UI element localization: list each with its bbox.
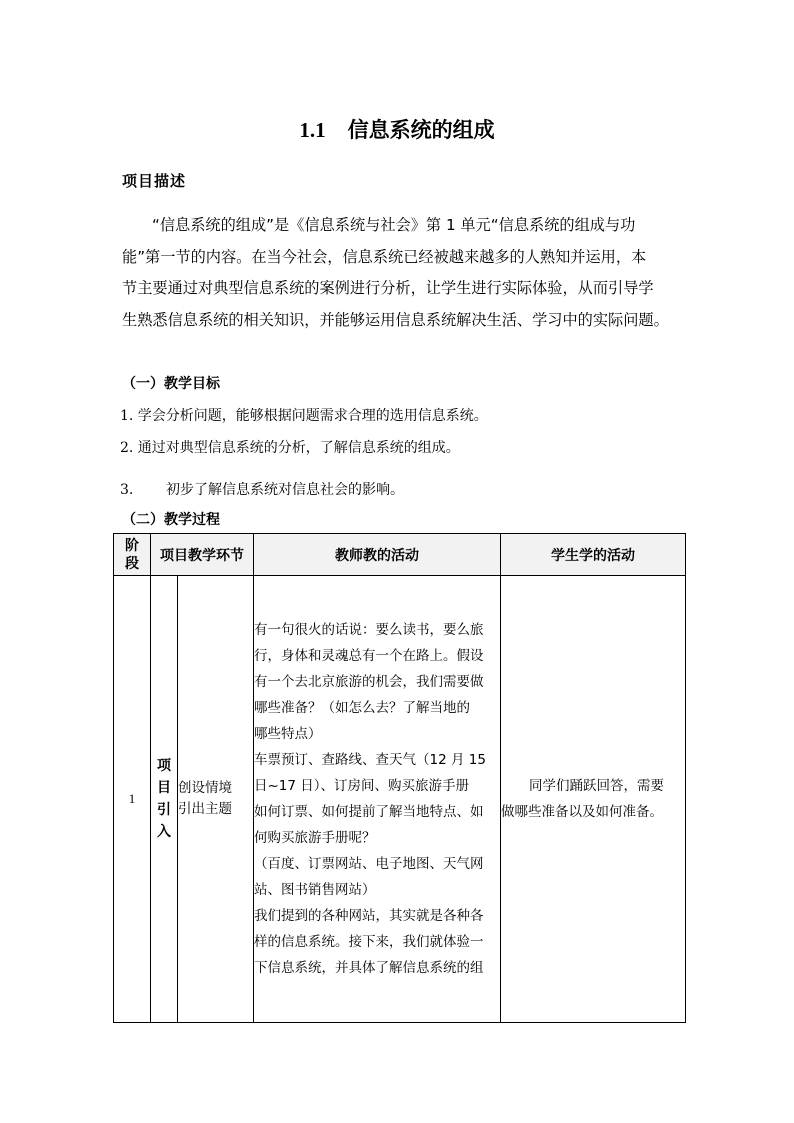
title-text: 信息系统的组成 — [347, 117, 495, 142]
header-stage: 阶 段 — [114, 534, 151, 576]
objective-item — [120, 479, 404, 499]
description-line: “信息系统的组成”是《信息系统与社会》第 1 单元“信息系统的组成与功 — [152, 216, 636, 234]
section-heading: 项目描述 — [122, 172, 187, 190]
row-number: 1 — [114, 576, 151, 1023]
title-number: 1.1 — [299, 118, 326, 142]
header-student-activity: 学生学的活动 — [501, 534, 686, 576]
description-paragraph — [122, 210, 684, 336]
description-line: 生熟悉信息系统的相关知识，并能够运用信息系统解决生活、学习中的实际问题。 — [122, 310, 669, 329]
objective-item: 2. 通过对典型信息系统的分析，了解信息系统的组成。 — [120, 440, 460, 456]
student-activity-cell: 同学们踊跃回答，需要 做哪些准备以及如何准备。 — [501, 576, 686, 1023]
description-line: 节主要通过对典型信息系统的案例进行分析，让学生进行实际体验，从而引导学 — [122, 279, 654, 297]
stage-cell: 项 目 引 入 — [151, 576, 178, 1023]
objective-text: 初步了解信息系统对信息社会的影响。 — [166, 482, 404, 498]
process-heading: （二）教学过程 — [122, 512, 220, 528]
description-line: 能”第一节的内容。在当今社会，信息系统已经被越来越多的人熟知并运用，本 — [122, 247, 647, 266]
objective-item: 1. 学会分析问题，能够根据问题需求合理的选用信息系统。 — [120, 408, 488, 424]
teaching-process-table — [113, 533, 686, 1023]
table-row — [114, 576, 686, 1023]
objectives-heading: （一）教学目标 — [122, 376, 220, 392]
table-header-row — [114, 534, 686, 576]
page-title — [0, 114, 794, 144]
teacher-activity-cell: 有一句很火的话说：要么读书，要么旅 行，身体和灵魂总有一个在路上。假设 有一个去北京旅游的机会，我们需要做 哪些准备？（如怎么去？了解当地的 哪些特点） 车票预订、查路线、查天气（12 月 15 日~17 日）、订房间、购买旅游手册 如何订票、如何提前了解当地特点、如 何购买旅游手册呢？ （百度、订票网站、电子地图、天气网 站、图书销售网站） 我们提到的各种网站，其实就是各种各 样的信息系统。接下来，我们就体验一 下信息系统，并具体了解信息系统的组 — [254, 576, 501, 1023]
objective-number: 3. — [120, 482, 134, 498]
header-teacher-activity: 教师教的活动 — [254, 534, 501, 576]
step-cell: 创设情境 引出主题 — [178, 576, 254, 1023]
header-teaching-link: 项目教学环节 — [151, 534, 254, 576]
